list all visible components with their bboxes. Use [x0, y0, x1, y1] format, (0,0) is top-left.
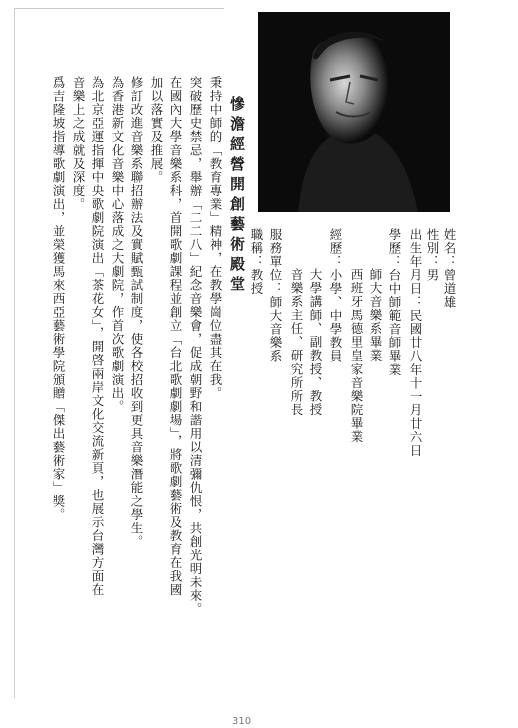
profile-education: 學歷：台中師範音師畢業 — [387, 228, 402, 377]
body-paragraph: 為北京亞運指揮中央歌劇院演出「茶花女」，開啓兩岸文化交流新頁，也展示台灣方面在 — [90, 76, 105, 597]
portrait-photo — [258, 12, 450, 212]
body-paragraph: 秉持中師的「教育專業」精神，在教學崗位盡其在我。 — [208, 76, 223, 400]
profile-birth: 出生年月日：民國廿八年十一月廿六日 — [408, 228, 423, 458]
profile-education-3: 西班牙馬德里皇家音樂院畢業 — [349, 268, 364, 444]
page-number: 310 — [232, 716, 252, 727]
profile-career-3: 音樂系主任、研究所所長 — [289, 268, 304, 417]
scan-edge-left — [14, 8, 15, 698]
body-paragraph: 修訂改進音樂系聯招辦法及實賦甄試制度，使各校招收到更具音樂潛能之學生。 — [129, 76, 144, 549]
body-paragraph: 為香港新文化音樂中心落成之大劇院，作首次歌劇演出。 — [110, 76, 125, 414]
body-paragraph: 突破歷史禁忌，舉辦「二二八」紀念音樂會，促成朝野和諧用以清彌仇恨，共創光明未來。 — [188, 76, 203, 616]
portrait-image — [258, 12, 450, 212]
article-headline: 慘澹經營開創藝術殿堂 — [228, 96, 246, 296]
profile-title: 職稱：教授 — [249, 228, 264, 296]
profile-education-2: 師大音樂系畢業 — [368, 268, 383, 363]
profile-career-2: 大學講師、副教授、教授 — [308, 268, 323, 417]
profile-name: 姓名：曾道雄 — [442, 228, 457, 309]
profile-career: 經歷：小學、中學教員 — [328, 228, 343, 363]
body-paragraph: 爲吉隆坡指導歌劇演出，並榮獲馬來西亞藝術學院頒贈「傑出藝術家」獎。 — [51, 76, 66, 522]
scan-edge-top — [14, 8, 224, 9]
body-paragraph: 加以落實及推展。 — [149, 76, 164, 184]
profile-gender: 性別：男 — [425, 228, 440, 282]
body-paragraph: 在國內大學音樂系科，首開歌劇課程並創立「台北歌劇劇場」，將歌劇藝術及教育在我國 — [168, 76, 183, 597]
profile-employer: 服務單位：師大音樂系 — [268, 228, 283, 363]
body-paragraph: 音樂上之成就及深度。 — [71, 76, 86, 211]
